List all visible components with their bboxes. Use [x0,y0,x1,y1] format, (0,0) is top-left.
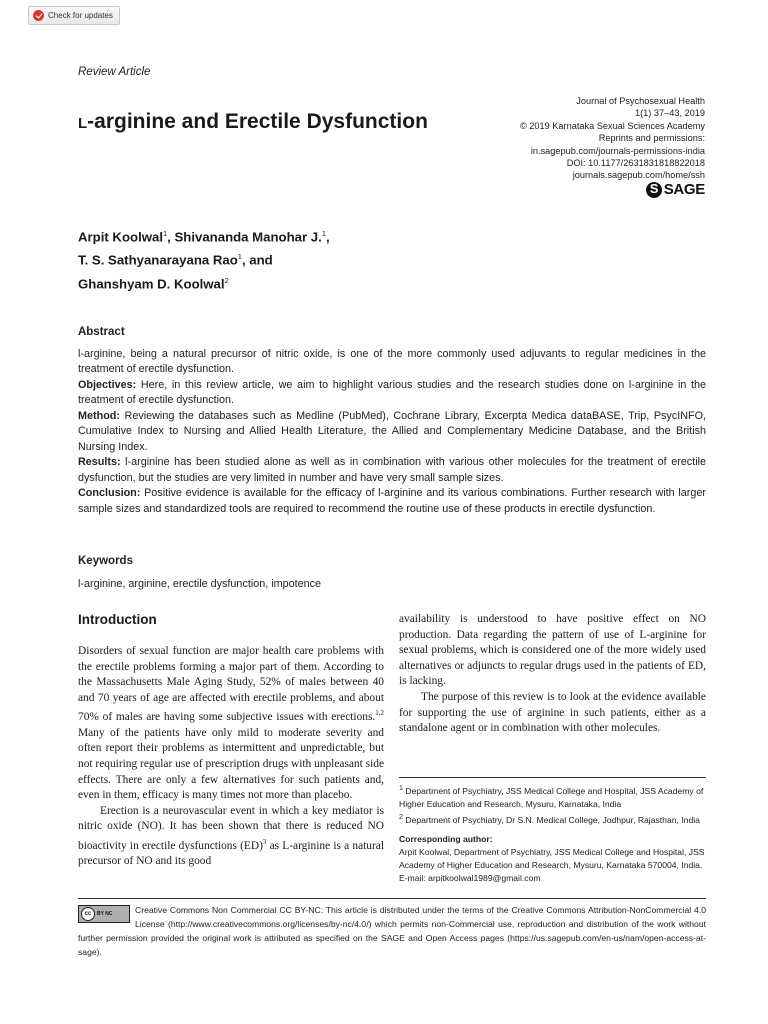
abstract-objectives [78,378,706,409]
sage-logo-icon [646,182,662,198]
title-rest: -arginine and Erectile Dysfunction [87,110,428,133]
footnote-mark: 2 [399,812,403,821]
journal-reprints: Reprints and permissions: [598,133,705,144]
corresponding-author-heading: Corresponding author: [399,833,493,844]
paragraph-text: Disorders of sexual function are major health care problems with the erectile problems forming a major part of them. According to the Massachusetts Male Aging Study, 52% of males between 40 and 70 years of age are affected with erectile problems, and about 70% of males are having some subjective issues with erections. [78,645,384,724]
affiliation-mark: 1 [163,229,168,238]
check-updates-icon [33,10,44,21]
sage-logo-text: SAGE [663,181,705,198]
title-smallcaps: l [78,110,88,133]
paragraph-text: as L-arginine is a natural precursor of NO and its good [78,839,384,868]
check-for-updates-label: Check for updates [48,11,113,20]
affiliation-2 [399,811,706,827]
license-divider [78,898,706,899]
author-name: Ghanshyam D. Koolwal [78,276,225,292]
journal-info [520,95,705,182]
footnotes [399,782,706,885]
affiliation-mark: 1 [237,252,242,262]
check-for-updates-button[interactable] [28,6,120,25]
abstract-heading: Abstract [78,326,125,338]
affiliation-text: Department of Psychiatry, Dr S.N. Medical College, Jodhpur, Rajasthan, India [402,814,700,825]
journal-name: Journal of Psychosexual Health [576,96,705,106]
abstract-intro: l-arginine, being a natural precursor of nitric oxide, is one of the more commonly used adjuvants to regular medicines in the treatment of erectile dysfunction. [78,347,706,375]
citation-ref[interactable]: 3 [262,837,267,846]
objectives-text: Here, in this review article, we aim to highlight various studies and the research studies done on l-arginine in the treatment of erectile dysfunction. [78,378,706,406]
footnote-divider [399,777,706,778]
journal-doi[interactable]: DOI: 10.1177/2631831818822018 [566,158,705,169]
article-type: Review Article [78,66,151,78]
license [78,903,706,959]
journal-copyright: © 2019 Karnataka Sexual Sciences Academy [519,120,705,131]
conclusion-label: Conclusion: [78,487,141,499]
affiliation-mark: 2 [224,275,229,285]
affiliation-mark: 1 [321,229,326,238]
method-label: Method: [78,409,120,422]
abstract-results [78,455,706,486]
author-name: Arpit Koolwal [78,229,163,245]
keywords-text: l-arginine, arginine, erectile dysfunction, impotence [78,578,322,590]
footnote-mark: 1 [399,784,403,792]
body-column-left [78,644,384,870]
journal-home-link[interactable]: journals.sagepub.com/home/ssh [572,170,705,181]
method-text: Reviewing the databases such as Medline (PubMed), Cochrane Library, Excerpta Medica dataBASE, Trip, PsycINFO, Cumulative Index to Nursing and Allied Health Literature, the Allied and Complementary Medicine Database, and the British Nursing Index. [78,409,707,453]
paragraph-text: Many of the patients have only mild to moderate severity and often report their problems as intermittent and unpredictable, but not requiring regular use of prescription drugs with unpleasant side effects. There are only a few alternatives for such patients and, even in them, efficacy is many times not more than placebo. [78,726,384,802]
conclusion-text: Positive evidence is available for the efficacy of l-arginine and its various combinations. Further research with larger sample sizes and standardized tools are required to recommend the routine use of these products in erectile dysfunction. [78,487,706,515]
intro-paragraph-2 [78,804,384,870]
corresponding-author-email[interactable]: E-mail: arpitkoolwal1989@gmail.com [399,872,541,883]
keywords [78,554,706,592]
introduction-heading: Introduction [78,612,157,627]
author-list: Arpit Koolwal$^1$, Shivananda Manohar J.$^1$, T. S. Sathyanarayana Rao$^1$, and Ghanshyam D. Koolwal$^2$ [78,229,330,292]
abstract [78,325,706,517]
journal-permissions-link[interactable]: in.sagepub.com/journals-permissions-india [530,145,705,156]
intro-paragraph-2-cont: availability is understood to have positive effect on NO production. Data regarding the pattern of use of L-arginine for sexual problems, which is considered one of the more widely used alternatives or adjuncts to regular drugs used in the patients of ED, is lacking. [399,613,706,688]
objectives-label: Objectives: [78,378,137,391]
affiliation-1 [399,782,706,811]
author-name: T. S. Sathyanarayana Rao [78,252,238,268]
results-text: l-arginine has been studied alone as well as in combination with various other molecules for the treatment of erectile dysfunction, but the studies are very limited in number and have very small sample sizes. [78,456,706,484]
author-name: Shivananda Manohar J. [174,229,322,245]
abstract-conclusion [78,486,706,517]
journal-volume: 1(1) 37–43, 2019 [635,108,705,119]
paragraph-text: Erection is a neurovascular event in which a key mediator is nitric oxide (NO). It has been shown that there is reduced NO bioactivity in erectile dysfunctions (ED) [78,804,384,852]
cc-icon: cc [81,907,95,921]
keywords-heading: Keywords [78,555,133,567]
intro-paragraph-1 [78,644,384,804]
cc-by-nc-badge[interactable] [78,905,130,923]
abstract-method [78,409,706,456]
license-text: Creative Commons Non Commercial CC BY-NC: This article is distributed under the terms of the Creative Commons Attribution-NonCommercial 4.0 License (http://www.creativecommons.org/licenses/by-nc/4.0/) which permits non-Commercial use, reproduction and distribution of the work without further permission provided the original work is attributed as specified on the SAGE and Open Access pages (https://us.sagepub.com/en-us/nam/open-access-at-sage). [78,905,706,957]
cc-badge-text: BY NC [97,911,113,917]
intro-paragraph-3: The purpose of this review is to look at the evidence available for supporting the use of arginine in such patients, either as a standalone agent or in combination with other molecules. [399,690,706,735]
corresponding-author-text: Arpit Koolwal, Department of Psychiatry, JSS Medical College and Hospital, JSS Academy of Higher Education and Research, Mysuru, Karnataka 570004, India. [399,846,705,870]
article-title [78,110,428,134]
affiliation-text: Department of Psychiatry, JSS Medical College and Hospital, JSS Academy of Higher Education and Research, Mysuru, Karnataka, India [399,785,704,809]
results-label: Results: [78,456,121,468]
sage-logo [646,181,705,198]
body-column-right [399,612,706,737]
citation-ref[interactable]: 1,2 [375,709,384,718]
